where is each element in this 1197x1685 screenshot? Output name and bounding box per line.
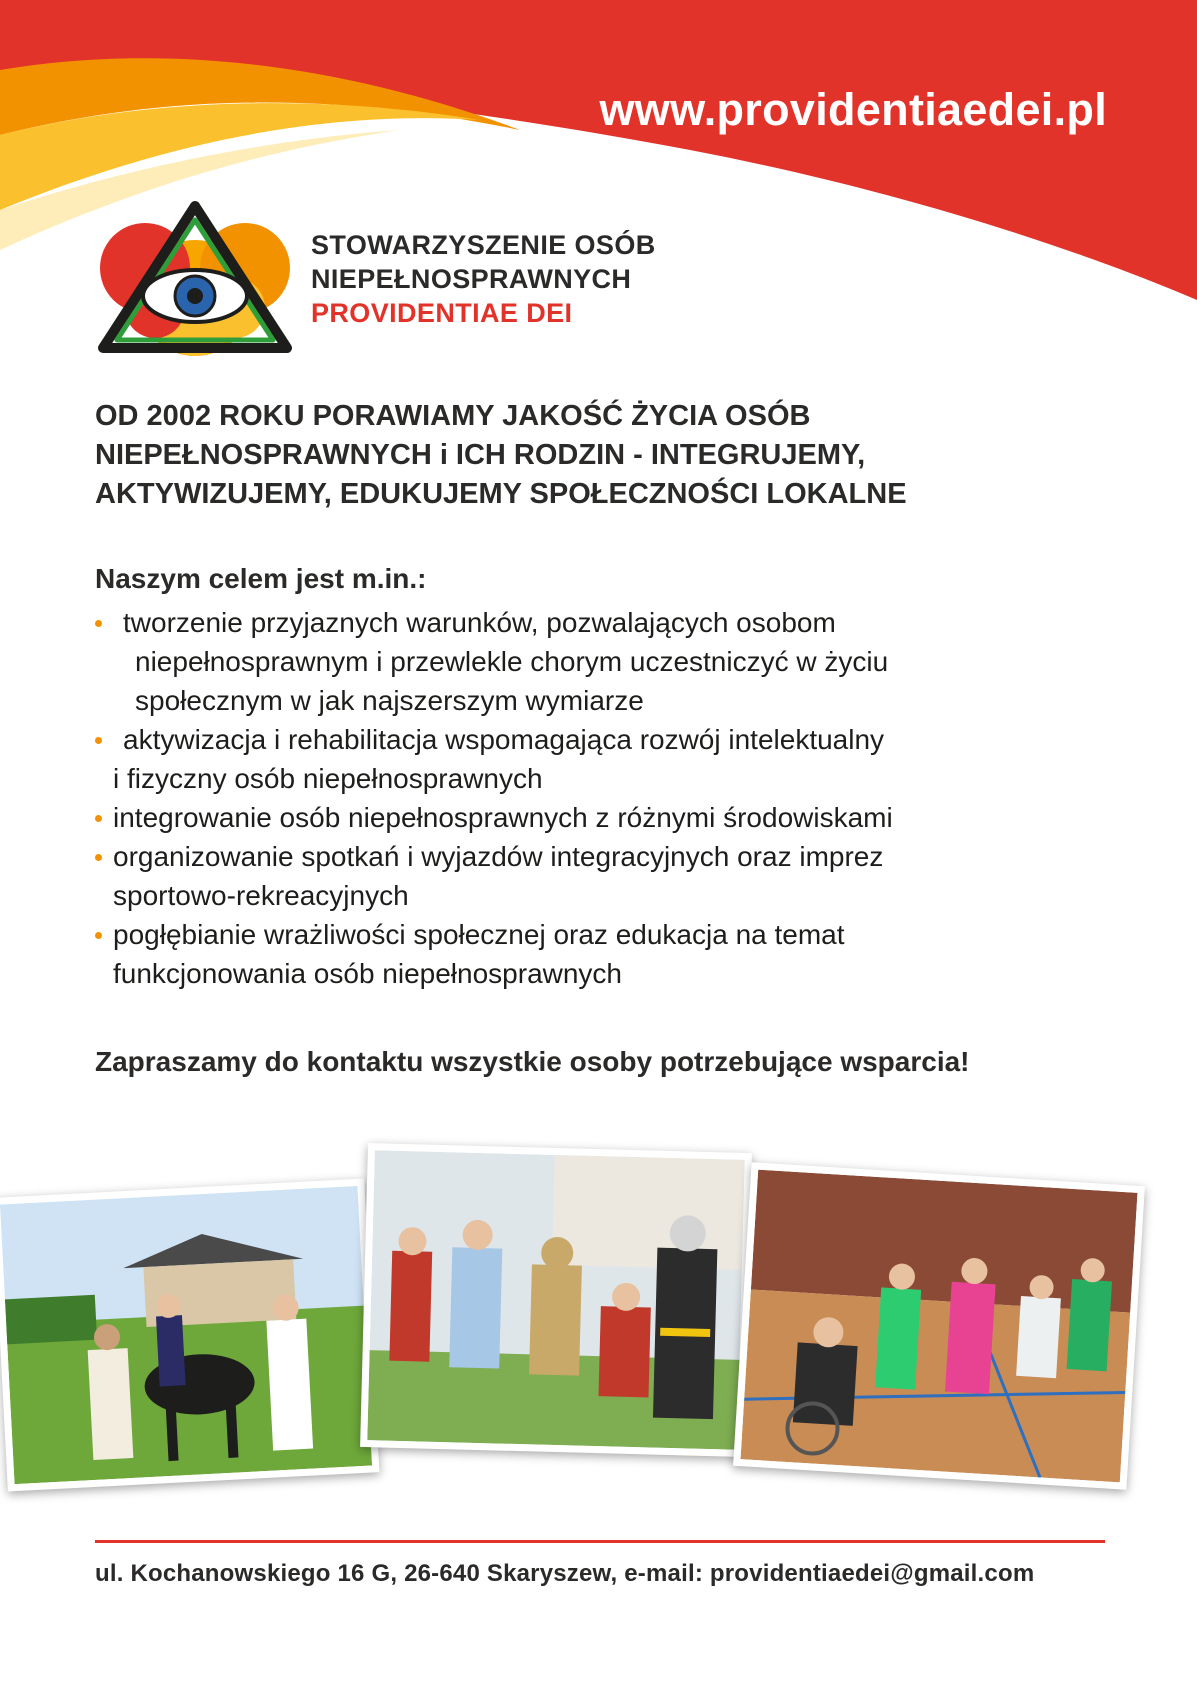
bullet-icon bbox=[95, 932, 102, 939]
goal-line: społecznym w jak najszerszym wymiarze bbox=[135, 685, 644, 716]
photo-hippotherapy bbox=[0, 1178, 379, 1491]
goals-list bbox=[95, 603, 1105, 993]
goal-line: sportowo-rekreacyjnych bbox=[113, 880, 409, 911]
goal-item bbox=[95, 915, 1105, 993]
goal-line: aktywizacja i rehabilitacja wspomagająca rozwój intelektualny bbox=[123, 724, 885, 755]
eye-triangle-logo bbox=[95, 198, 295, 356]
goal-line: tworzenie przyjaznych warunków, pozwalających osobom bbox=[123, 607, 836, 638]
goals-title: Naszym celem jest m.in.: bbox=[95, 563, 427, 594]
photo-sports-hall-image bbox=[741, 1170, 1138, 1483]
footer-address: ul. Kochanowskiego 16 G, 26-640 Skaryszew, e-mail: providentiaedei@gmail.com bbox=[95, 1560, 1035, 1587]
goal-line: integrowanie osób niepełnosprawnych z różnymi środowiskami bbox=[113, 802, 893, 833]
goal-line: i fizyczny osób niepełnosprawnych bbox=[113, 763, 543, 794]
goal-item bbox=[95, 603, 1105, 720]
bullet-icon bbox=[95, 737, 102, 744]
goal-line: organizowanie spotkań i wyjazdów integracyjnych oraz imprez bbox=[113, 841, 884, 872]
photo-sports-hall bbox=[733, 1162, 1145, 1489]
bullet-icon bbox=[95, 620, 102, 627]
photo-firefighters-image bbox=[367, 1150, 744, 1450]
footer-divider bbox=[95, 1540, 1105, 1543]
photo-firefighters bbox=[360, 1143, 752, 1457]
goal-item bbox=[95, 837, 1105, 915]
organization-name-line2: NIEPEŁNOSPRAWNYCH bbox=[311, 264, 632, 294]
mission-statement bbox=[95, 397, 1095, 514]
goal-item bbox=[95, 798, 1105, 837]
bullet-icon bbox=[95, 854, 102, 861]
organization-name bbox=[311, 228, 656, 330]
goal-line: funkcjonowania osób niepełnosprawnych bbox=[113, 958, 623, 989]
mission-line1: OD 2002 ROKU PORAWIAMY JAKOŚĆ ŻYCIA OSÓB bbox=[95, 400, 811, 432]
bullet-icon bbox=[95, 815, 102, 822]
organization-name-line1: STOWARZYSZENIE OSÓB bbox=[311, 230, 656, 260]
mission-line3: AKTYWIZUJEMY, EDUKUJEMY SPOŁECZNOŚCI LOKALNE bbox=[95, 478, 907, 510]
website-url[interactable]: www.providentiaedei.pl bbox=[599, 84, 1107, 135]
invitation-text: Zapraszamy do kontaktu wszystkie osoby potrzebujące wsparcia! bbox=[95, 1046, 970, 1077]
mission-line2: NIEPEŁNOSPRAWNYCH i ICH RODZIN - INTEGRUJEMY, bbox=[95, 439, 866, 471]
photo-hippotherapy-image bbox=[0, 1186, 372, 1484]
goal-item bbox=[95, 720, 1105, 798]
organization-name-line3: PROVIDENTIAE DEI bbox=[311, 298, 573, 328]
goal-line: pogłębianie wrażliwości społecznej oraz edukacja na temat bbox=[113, 919, 845, 950]
goal-line: niepełnosprawnym i przewlekle chorym uczestniczyć w życiu bbox=[135, 646, 889, 677]
